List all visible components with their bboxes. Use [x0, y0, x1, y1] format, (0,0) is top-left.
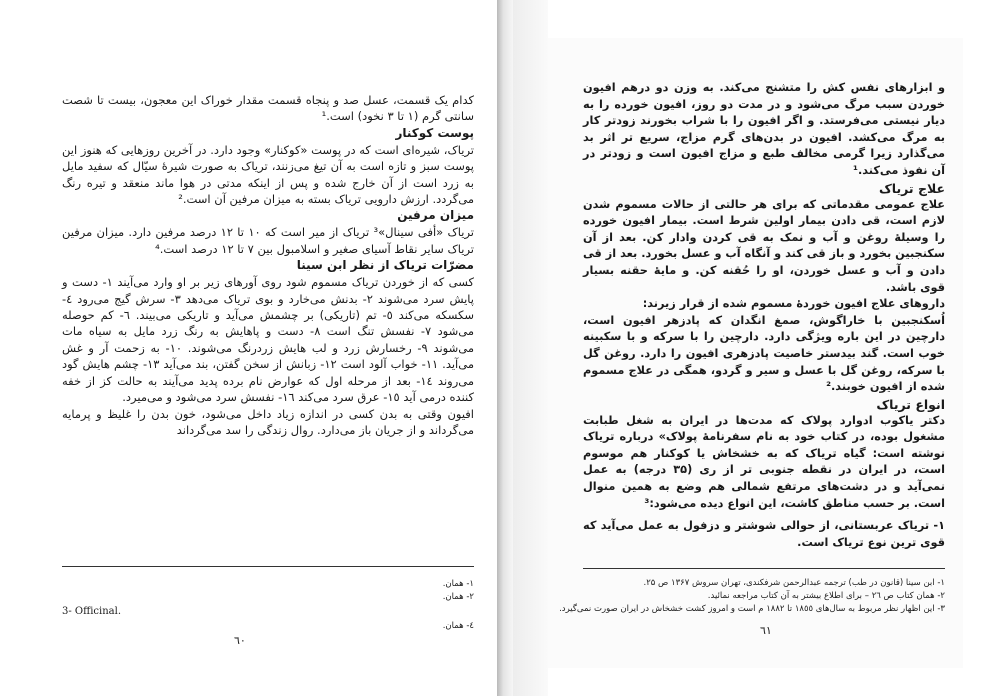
right-page-body — [583, 80, 945, 551]
footnote: ۲- همان. — [442, 592, 474, 602]
footnote-divider — [583, 568, 945, 569]
page-edge-shadow — [513, 0, 548, 696]
left-page-body — [62, 92, 474, 438]
right-footnotes — [559, 577, 945, 616]
footnote: ۲- همان کتاب ص ۲٦ – برای اطلاع بیشتر به آن کتاب مراجعه نمائید. — [707, 591, 945, 601]
section-heading: مضرّات تریاک از نظر ابن سینا — [296, 258, 474, 273]
left-footnotes — [62, 578, 474, 633]
page-number: ٦۱ — [760, 624, 772, 637]
paragraph: و ابزارهای نفس کش را متشنج می‌کند. به وزن دو درهم افیون خوردن سبب مرگ می‌شود و در مدت دو روز، افیون خورده را به دیار نیستی می‌فرستد. و اگر افیون را با شراب بخورند زودتر کار به مرگ می‌کشد. افیون در بدن‌های گرم مزاج، سریع تر اثر بد می‌گذارد زیرا گرمی مخالف طبع و مزاج افیون است و زودتر در آن نفوذ می‌کند.¹ — [583, 81, 945, 177]
paragraph: تریاک «أفی سینال»³ تریاک از میر است که ۱۰ تا ۱۲ درصد مرفین دارد. میزان مرفین تریاک سایر نقاط آسیای صغیر و اسلامبول بین ۷ تا ۱۲ درصد است.⁴ — [62, 225, 475, 256]
paragraph: کسی که از خوردن تریاک مسموم شود روی آورهای زیر بر او وارد می‌آیند ۱- دست و پایش سرد می‌شوند ۲- بدنش می‌خارد و بوی تریاک می‌دهد ۳- سرش گیج می‌رود ٤- سکسکه می‌کند ٥- تم (تاریکی) بر چشمش می‌آید و تاریکی می‌بیند. ٦- کم حوصله می‌شود ٧- نفسش تنگ است ٨- دست و پاهایش به رنگ زرد مایل به سیاه مات می‌شوند ٩- رخسارش زرد و لب هایش زردرنگ می‌شوند. ۱۰- به زحمت آر و غش می‌آید. ۱۱- خواب آلود است ۱۲- زبانش از سخن گفتن، بند می‌آید ۱۳- چشم هایش گود می‌روند ۱٤- بعد از مرحله اول که عوارض نام برده پدید می‌آیند به حالت کز از خفه کننده درمی آید ۱٥- عرق سرد می‌کند ۱٦- نفسش سرد می‌شود و می‌میرد. — [62, 275, 475, 405]
page-number: ٦۰ — [234, 634, 246, 647]
section-heading: انواع تریاک — [876, 396, 945, 412]
paragraph: افیون وقتی به بدن کسی در اندازه زیاد داخل می‌شود، خون بدن را غلیظ و پرمایه می‌گرداند و از جریان باز می‌دارد. روال زندگی را سد می‌گرداند — [62, 406, 474, 437]
book-gutter — [497, 0, 513, 696]
paragraph: علاج عمومی مقدماتی که برای هر حالتی از حالات مسموم شدن لازم است، قی دادن بیمار اولین شرط است. بیمار افیون خورده را وسیلهٔ روغن و آب و نمک به قی کردن وادار کن. بعد از آن سکنجبین بخورد و باز قی کند و آنگاه آب و عسل بخورد. بعد از قی دادن و آب و عسل خوردن، او را حُقنه کن. و مایهٔ حقنه بسیار قوی باشد. — [583, 197, 945, 294]
section-heading: پوست کوکنار — [395, 125, 474, 140]
footnote: ۱- همان. — [442, 579, 474, 589]
paragraph: ۱- تریاک عربستانی، از حوالی شوشتر و دزفول به عمل می‌آید که قوی ترین نوع تریاک است. — [583, 519, 945, 549]
footnote-divider — [62, 566, 474, 567]
footnote: ۱- ابن سینا (قانون در طب) ترجمه عبدالرحمن شرفکندی، تهران سروش ۱۳۶۷ ص ۲۵. — [643, 578, 945, 588]
footnote-latin: 3- Officinal. — [62, 606, 121, 617]
paragraph: داروهای علاج افیون خوردهٔ مسموم شده از قرار زیرند: — [642, 297, 945, 311]
paragraph: اُسکنجبین با خاراگوش، صمغ انگدان که پادزهر افیون است، دارچین در این باره ویژگی دارد. دارچین را با سرکه و با سکبینه خوب است. گند بیدستر خاصیت پادزهری افیون را دارد. روغن گل با سرکه، روغن گل با عسل و سیر و گردو، همگی در علاج مسموم شده از افیون خوبند.² — [583, 313, 945, 394]
paragraph: تریاک، شیره‌ای است که در پوست «کوکنار» وجود دارد. در آخرین روزهایی که هنوز این پوست سبز و تازه است به آن تیغ می‌زنند، تریاک به صورت شیرهٔ سیّال که سفید مایل به زرد است از آن خارج شده و پس از اینکه مدتی در هوا ماند منعقد و تیره رنگ می‌گردد. ارزش دارویی تریاک بسته به میزان مرفین آن است.² — [62, 142, 474, 207]
section-heading: علاج تریاک — [878, 180, 945, 196]
section-heading: میزان مرفین — [397, 208, 474, 223]
paragraph: کدام یک قسمت، عسل صد و پنجاه قسمت مقدار خوراک این معجون، بیست تا شصت سانتی گرم (۱ تا ۳ نخود) است.¹ — [62, 93, 474, 124]
paragraph: دکتر یاکوب ادوارد پولاک که مدت‌ها در ایران به شغل طبابت مشغول بوده، در کتاب خود به نام سفرنامهٔ پولاک» درباره تریاک نوشته است: گیاه تریاک که به خشخاش یا کوکنار هم موسوم است، در ایران در نقطه جنوبی تر از ری (۳۵ درجه) به عمل نمی‌آید و در دشت‌های مرتفع شمالی هم وضع به همین منوال است. بر حسب مناطق کاشت، این انواع دیده می‌شود:³ — [583, 413, 945, 510]
footnote: ۳- این اظهار نظر مربوط به سال‌های ۱۸٥٥ تا ۱۸۸۲ م است و امروز کشت خشخاش در ایران صورت نمی‌گیرد. — [559, 604, 945, 614]
footnote: ٤- همان. — [442, 621, 474, 631]
